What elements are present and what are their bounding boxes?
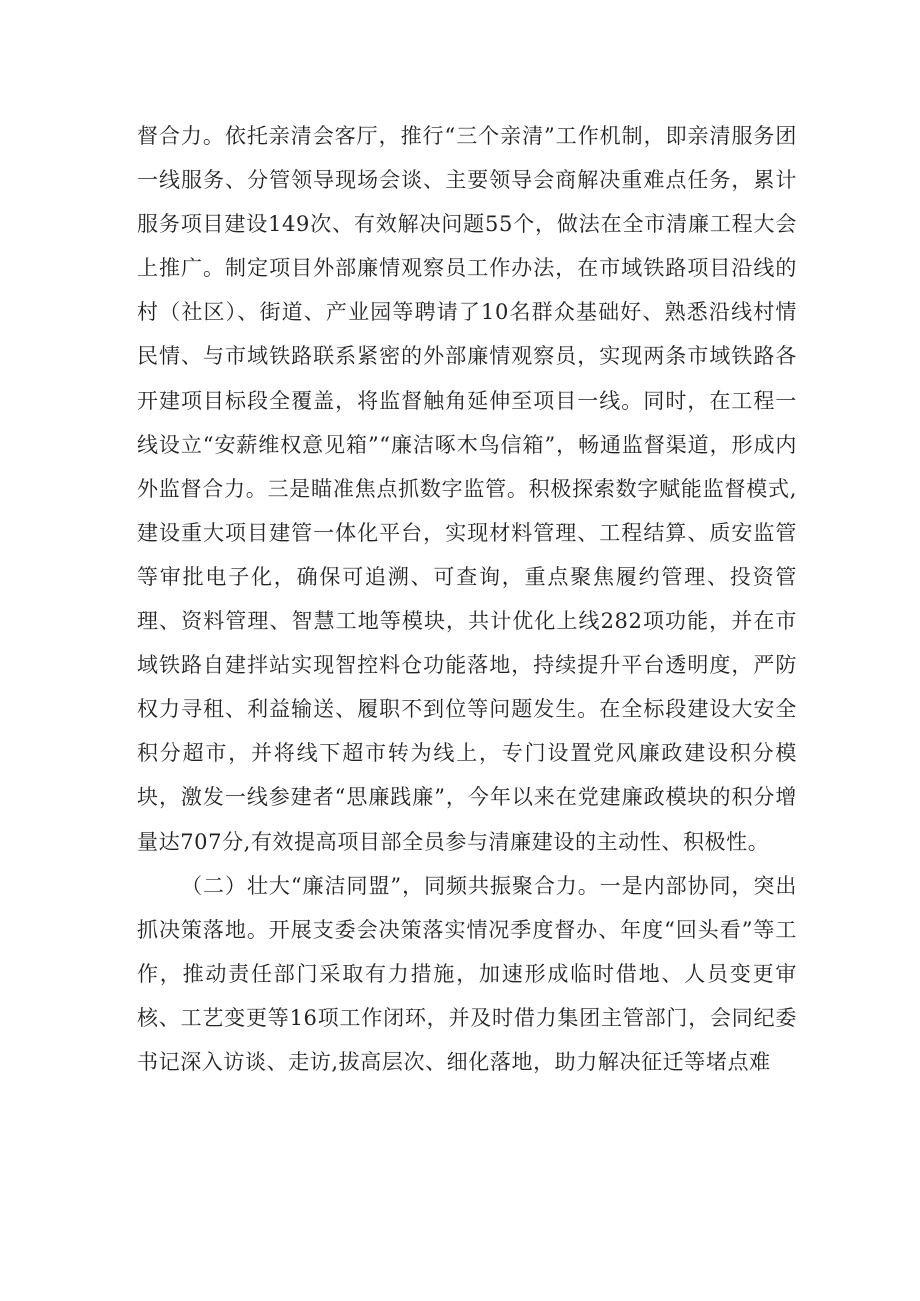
document-body [137,114,797,1084]
paragraph-1: 督合力。依托亲清会客厅，推行“三个亲清”工作机制，即亲清服务团一线服务、分管领导现场会谈、主要领导会商解决重难点任务，累计服务项目建设149次、有效解决问题55个，做法在全市清廉工程大会上推广。制定项目外部廉情观察员工作办法，在市域铁路项目沿线的村（社区）、街道、产业园等聘请了10名群众基础好、熟悉沿线村情民情、与市域铁路联系紧密的外部廉情观察员，实现两条市域铁路各开建项目标段全覆盖，将监督触角延伸至项目一线。同时，在工程一线设立“安薪维权意见箱”“廉洁啄木鸟信箱”，畅通监督渠道，形成内外监督合力。三是瞄准焦点抓数字监管。积极探索数字赋能监督模式,建设重大项目建管一体化平台，实现材料管理、工程结算、质安监管等审批电子化，确保可追溯、可查询，重点聚焦履约管理、投资管理、资料管理、智慧工地等模块，共计优化上线282项功能，并在市域铁路自建拌站实现智控料仓功能落地，持续提升平台透明度，严防权力寻租、利益输送、履职不到位等问题发生。在全标段建设大安全积分超市，并将线下超市转为线上，专门设置党风廉政建设积分模块，激发一线参建者“思廉践廉”，今年以来在党建廉政模块的积分增量达707分,有效提高项目部全员参与清廉建设的主动性、积极性。 [137,124,797,854]
paragraph-2: （二）壮大“廉洁同盟”，同频共振聚合力。一是内部协同，突出抓决策落地。开展支委会决策落实情况季度督办、年度“回头看”等工作，推动责任部门采取有力措施，加速形成临时借地、人员变更审核、工艺变更等16项工作闭环，并及时借力集团主管部门，会同纪委书记深入访谈、走访,拔高层次、细化落地，助力解决征迁等堵点难 [137,873,797,1074]
